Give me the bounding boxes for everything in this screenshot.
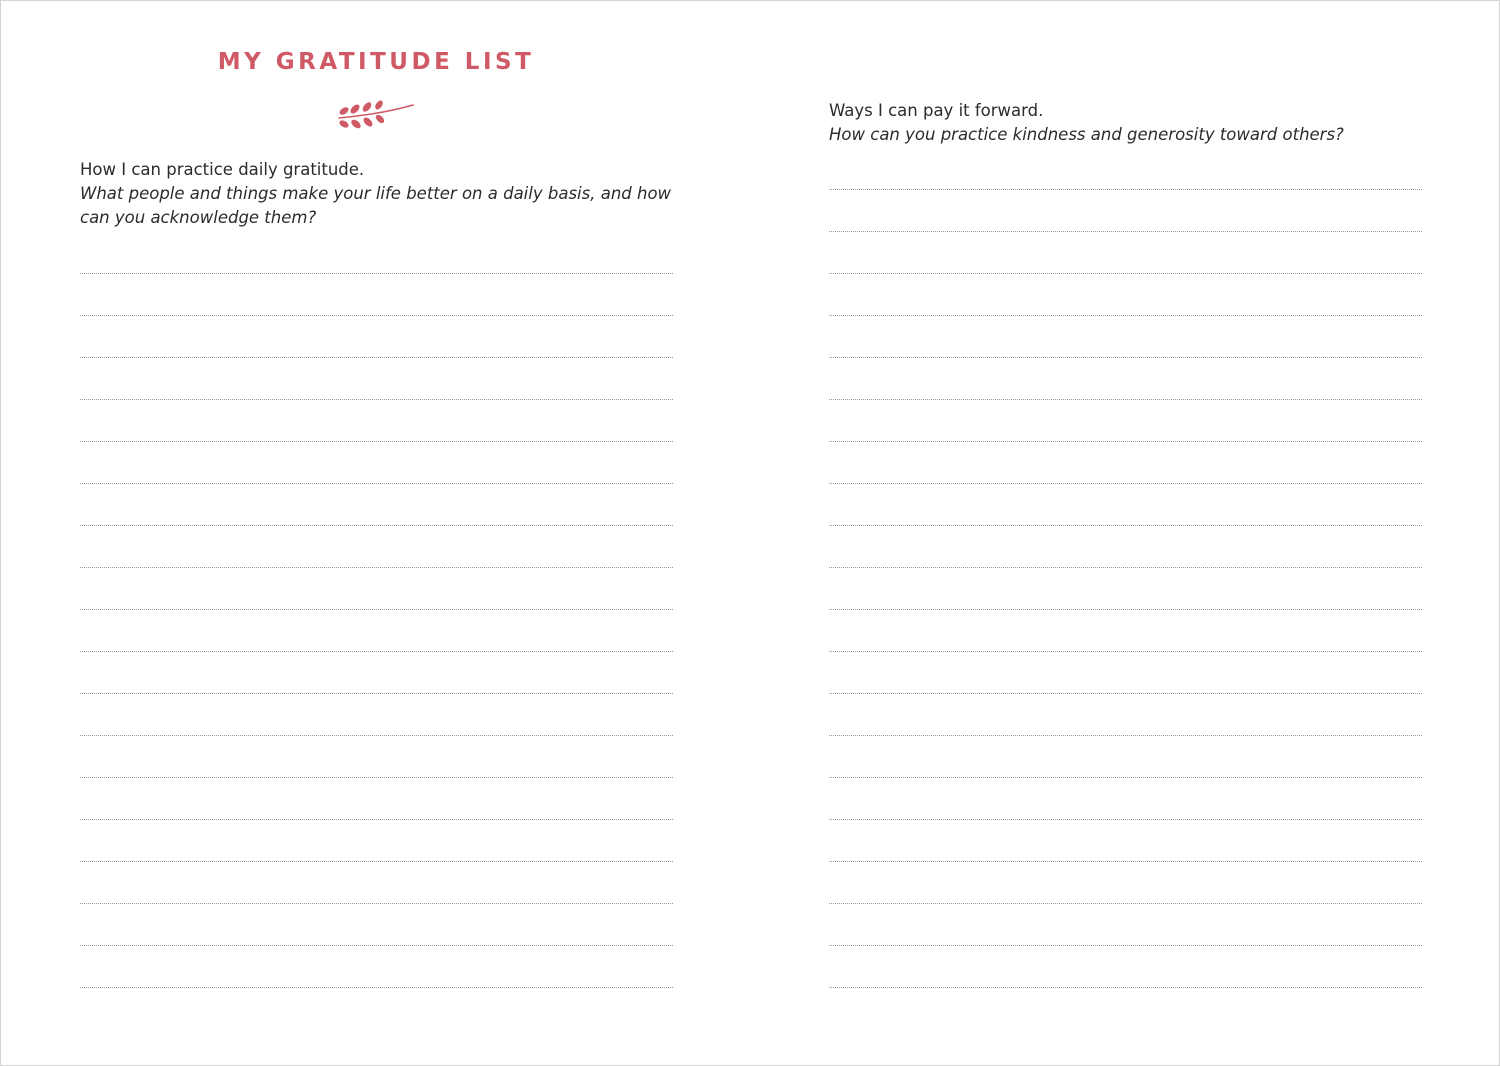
prompt-question: How can you practice kindness and generosity toward others? (829, 125, 1344, 144)
writing-line[interactable] (80, 777, 673, 819)
prompt-question: What people and things make your life better on a daily basis, and how can you acknowledge them? (80, 184, 672, 227)
writing-line[interactable] (80, 567, 673, 609)
writing-line[interactable] (829, 693, 1422, 735)
writing-line[interactable] (829, 357, 1422, 399)
right-page (750, 0, 1500, 1066)
writing-line[interactable] (829, 315, 1422, 357)
writing-line[interactable] (829, 777, 1422, 819)
writing-line[interactable] (80, 945, 673, 987)
writing-line[interactable] (829, 987, 1422, 1029)
writing-lines (80, 273, 673, 1029)
writing-line[interactable] (829, 189, 1422, 231)
writing-line[interactable] (80, 819, 673, 861)
pay-it-forward-prompt (829, 99, 1429, 147)
writing-line[interactable] (80, 357, 673, 399)
writing-line[interactable] (80, 693, 673, 735)
writing-line[interactable] (80, 861, 673, 903)
writing-line[interactable] (80, 987, 673, 1029)
writing-line[interactable] (80, 315, 673, 357)
writing-line[interactable] (829, 861, 1422, 903)
writing-line[interactable] (829, 651, 1422, 693)
writing-line[interactable] (829, 567, 1422, 609)
writing-line[interactable] (829, 945, 1422, 987)
writing-line[interactable] (829, 273, 1422, 315)
writing-line[interactable] (80, 609, 673, 651)
writing-line[interactable] (829, 735, 1422, 777)
writing-line[interactable] (80, 735, 673, 777)
writing-line[interactable] (829, 483, 1422, 525)
writing-line[interactable] (80, 903, 673, 945)
writing-line[interactable] (80, 651, 673, 693)
writing-line[interactable] (80, 441, 673, 483)
gratitude-prompt (80, 158, 680, 230)
writing-line[interactable] (829, 525, 1422, 567)
writing-line[interactable] (80, 273, 673, 315)
writing-lines (829, 189, 1422, 1029)
writing-line[interactable] (80, 399, 673, 441)
prompt-heading: How I can practice daily gratitude. (80, 160, 365, 179)
page-title: MY GRATITUDE LIST (217, 49, 535, 75)
leaf-sprig-icon (335, 97, 415, 129)
writing-line[interactable] (829, 609, 1422, 651)
writing-line[interactable] (829, 819, 1422, 861)
writing-line[interactable] (829, 441, 1422, 483)
writing-line[interactable] (829, 903, 1422, 945)
writing-line[interactable] (80, 483, 673, 525)
writing-line[interactable] (829, 399, 1422, 441)
writing-line[interactable] (80, 525, 673, 567)
prompt-heading: Ways I can pay it forward. (829, 101, 1044, 120)
writing-line[interactable] (829, 231, 1422, 273)
